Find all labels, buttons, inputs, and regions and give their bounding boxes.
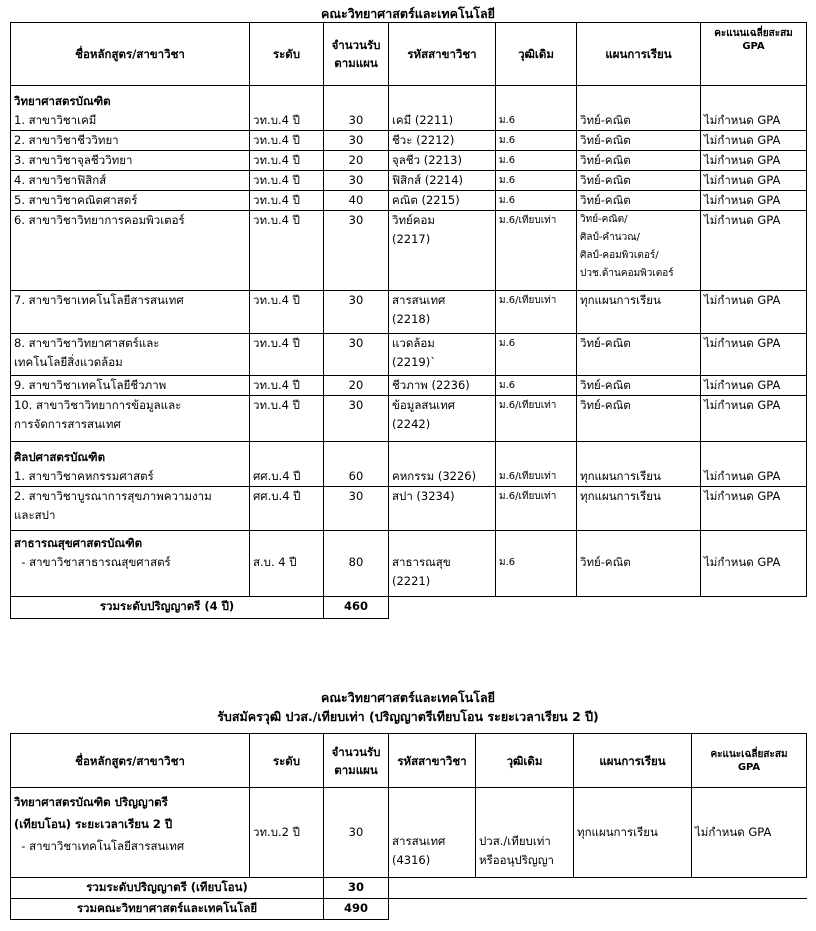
table-row [11,190,807,210]
education: ม.6 [496,190,577,210]
code: ชีวภาพ (2236) [389,375,496,395]
quota: 30 [324,290,389,333]
level: วท.บ.4 ปี [250,111,324,131]
education: ม.6 [496,333,577,375]
quota: 30 [324,395,389,441]
program-name: - สาขาวิชาสาธารณสุขศาสตร์ [11,553,250,597]
gpa: ไม่กำหนด GPA [701,553,807,597]
col-code: รหัสสาขาวิชา [389,734,476,788]
gpa: ไม่กำหนด GPA [701,111,807,131]
level: วท.บ.4 ปี [250,130,324,150]
group-row [11,86,807,111]
education: ม.6 [496,170,577,190]
gpa: ไม่กำหนด GPA [701,130,807,150]
plan: วิทย์-คณิต [577,395,701,441]
quota: 20 [324,150,389,170]
education: ม.6/เทียบเท่า [496,487,577,531]
group-label: ศิลปศาสตรบัณฑิต [11,441,250,467]
gpa: ไม่กำหนด GPA [701,170,807,190]
col-code: รหัสสาขาวิชา [389,23,496,86]
code: ข้อมูลสนเทศ (2242) [389,395,496,441]
gpa: ไม่กำหนด GPA [701,190,807,210]
quota: 40 [324,190,389,210]
code: สารสนเทศ (2218) [389,290,496,333]
table2-title: คณะวิทยาศาสตร์และเทคโนโลยี [321,690,495,705]
education: ม.6 [496,375,577,395]
group-label: วิทยาศาสตรบัณฑิต ปริญญาตรี (เทียบโอน) ระยะเวลาเรียน 2 ปี [14,795,173,831]
program-table-2 [10,733,807,920]
level: วท.บ.4 ปี [250,190,324,210]
gpa: ไม่กำหนด GPA [701,333,807,375]
table-row [11,395,807,441]
education: ม.6 [496,150,577,170]
program-name: 1. สาขาวิชาคหกรรมศาสตร์ [11,467,250,487]
table-row [11,170,807,190]
program-name: 2. สาขาวิชาบูรณาการสุขภาพความงาม และสปา [11,487,250,531]
col-gpa: คะแนะเฉลี่ยสะสม GPA [692,734,807,788]
program-cell [11,788,250,878]
col-level: ระดับ [250,23,324,86]
code: เคมี (2211) [389,111,496,131]
table-row [11,487,807,531]
col-plan: แผนการเรียน [577,23,701,86]
total-value: 490 [324,899,389,920]
col-quota: จำนวนรับ ตามแผน [324,734,389,788]
level: ศศ.บ.4 ปี [250,467,324,487]
col-education: วุฒิเดิม [496,23,577,86]
program-table-1 [10,22,807,619]
table-row [11,210,807,290]
education: ม.6 [496,111,577,131]
table-row [11,788,807,878]
col-gpa: คะแนนเฉลี่ยสะสม GPA [701,23,807,86]
total-row [11,597,807,619]
level: ส.บ. 4 ปี [250,553,324,597]
subtotal-value: 30 [324,878,389,899]
education: ม.6/เทียบเท่า [496,395,577,441]
total-label: รวมคณะวิทยาศาสตร์และเทคโนโลยี [11,899,324,920]
quota: 30 [324,130,389,150]
code: สารสนเทศ (4316) [389,788,476,878]
code: จุลชีว (2213) [389,150,496,170]
code: สปา (3234) [389,487,496,531]
level: วท.บ.4 ปี [250,150,324,170]
code: คหกรรม (3226) [389,467,496,487]
gpa: ไม่กำหนด GPA [701,467,807,487]
table-row [11,130,807,150]
table2-subtitle: รับสมัครวุฒิ ปวส./เทียบเท่า (ปริญญาตรีเทียบโอน ระยะเวลาเรียน 2 ปี) [217,709,599,724]
plan: วิทย์-คณิต [577,130,701,150]
plan: วิทย์-คณิต [577,333,701,375]
quota: 30 [324,170,389,190]
table-row [11,150,807,170]
program-name: 6. สาขาวิชาวิทยาการคอมพิวเตอร์ [11,210,250,290]
gpa: ไม่กำหนด GPA [701,150,807,170]
col-level: ระดับ [250,734,324,788]
education: ม.6/เทียบเท่า [496,467,577,487]
quota: 60 [324,467,389,487]
quota: 30 [324,333,389,375]
program-name: 10. สาขาวิชาวิทยาการข้อมูลและ การจัดการสารสนเทศ [11,395,250,441]
total-value: 460 [324,597,389,619]
level: ศศ.บ.4 ปี [250,487,324,531]
quota: 80 [324,553,389,597]
level: วท.บ.4 ปี [250,170,324,190]
table-row [11,467,807,487]
code: ฟิสิกส์ (2214) [389,170,496,190]
plan: ทุกแผนการเรียน [574,788,692,878]
program-name: 2. สาขาวิชาชีววิทยา [11,130,250,150]
program-name: 4. สาขาวิชาฟิสิกส์ [11,170,250,190]
program-name: 1. สาขาวิชาเคมี [11,111,250,131]
plan: วิทย์-คณิต/ ศิลป์-คำนวณ/ ศิลป์-คอมพิวเตอร์/ ปวช.ด้านคอมพิวเตอร์ [577,210,701,290]
level: วท.บ.4 ปี [250,375,324,395]
plan: วิทย์-คณิต [577,170,701,190]
quota: 30 [324,111,389,131]
table-row [11,375,807,395]
program-name: 3. สาขาวิชาจุลชีววิทยา [11,150,250,170]
group-row [11,441,807,467]
gpa: ไม่กำหนด GPA [701,290,807,333]
level: วท.บ.2 ปี [250,788,324,878]
group-row [11,531,807,553]
program-name: 7. สาขาวิชาเทคโนโลยีสารสนเทศ [11,290,250,333]
education: ม.6/เทียบเท่า [496,290,577,333]
code: คณิต (2215) [389,190,496,210]
total-label: รวมระดับปริญญาตรี (4 ปี) [11,597,324,619]
program-name: - สาขาวิชาเทคโนโลยีสารสนเทศ [14,839,185,853]
program-name: 5. สาขาวิชาคณิตศาสตร์ [11,190,250,210]
col-program: ชื่อหลักสูตร/สาขาวิชา [11,734,250,788]
plan: วิทย์-คณิต [577,375,701,395]
table-row [11,111,807,131]
plan: วิทย์-คณิต [577,553,701,597]
col-program: ชื่อหลักสูตร/สาขาวิชา [11,23,250,86]
col-quota: จำนวนรับ ตามแผน [324,23,389,86]
code: แวดล้อม (2219)` [389,333,496,375]
col-education: วุฒิเดิม [476,734,574,788]
plan: วิทย์-คณิต [577,190,701,210]
education: ม.6/เทียบเท่า [496,210,577,290]
level: วท.บ.4 ปี [250,333,324,375]
education: ปวส./เทียบเท่า หรืออนุปริญญา [476,788,574,878]
plan: วิทย์-คณิต [577,111,701,131]
code: วิทย์คอม (2217) [389,210,496,290]
code: ชีวะ (2212) [389,130,496,150]
subtotal-label: รวมระดับปริญญาตรี (เทียบโอน) [11,878,324,899]
gpa: ไม่กำหนด GPA [701,375,807,395]
subtotal-row [11,878,807,899]
education: ม.6 [496,553,577,597]
table-row [11,553,807,597]
level: วท.บ.4 ปี [250,290,324,333]
program-name: 8. สาขาวิชาวิทยาศาสตร์และ เทคโนโลยีสิ่งแวดล้อม [11,333,250,375]
group-label: สาธารณสุขศาสตรบัณฑิต [11,531,250,553]
quota: 20 [324,375,389,395]
header-row [11,734,807,788]
quota: 30 [324,210,389,290]
level: วท.บ.4 ปี [250,210,324,290]
program-name: 9. สาขาวิชาเทคโนโลยีชีวภาพ [11,375,250,395]
table-row [11,333,807,375]
gpa: ไม่กำหนด GPA [692,788,807,878]
group-label: วิทยาศาสตรบัณฑิต [11,86,250,111]
education: ม.6 [496,130,577,150]
plan: ทุกแผนการเรียน [577,487,701,531]
col-plan: แผนการเรียน [574,734,692,788]
gpa: ไม่กำหนด GPA [701,395,807,441]
gpa: ไม่กำหนด GPA [701,487,807,531]
total-row [11,899,807,920]
plan: ทุกแผนการเรียน [577,290,701,333]
code: สาธารณสุข (2221) [389,553,496,597]
level: วท.บ.4 ปี [250,395,324,441]
table-row [11,290,807,333]
quota: 30 [324,788,389,878]
gpa: ไม่กำหนด GPA [701,210,807,290]
plan: วิทย์-คณิต [577,150,701,170]
header-row [11,23,807,86]
table1-title: คณะวิทยาศาสตร์และเทคโนโลยี [321,6,495,21]
plan: ทุกแผนการเรียน [577,467,701,487]
quota: 30 [324,487,389,531]
